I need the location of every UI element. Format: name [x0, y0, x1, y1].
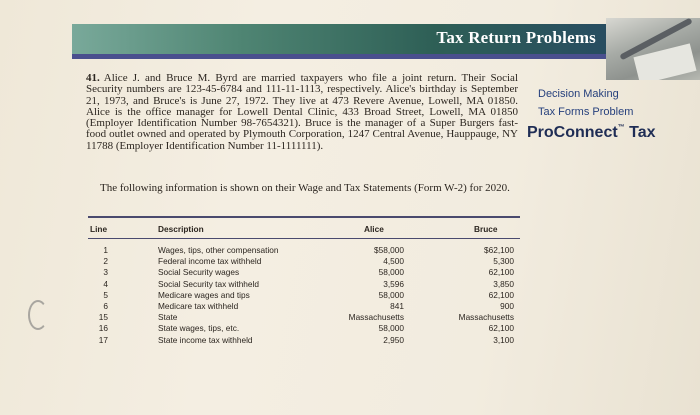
table-row: [88, 267, 520, 278]
row-line: 3: [103, 267, 108, 278]
row-description: State wages, tips, etc.: [158, 323, 240, 334]
table-header-rule: [88, 238, 520, 239]
row-line: 1: [103, 245, 108, 255]
trademark-mark: ™: [617, 124, 625, 131]
header-bruce: Bruce: [474, 224, 498, 234]
row-line: 2: [103, 256, 108, 267]
row-alice-value: 841: [390, 301, 404, 311]
row-line: 16: [98, 323, 108, 334]
problem-intro: The following information is shown on their Wage and Tax Statements (Form W-2) for 2020.: [100, 182, 510, 194]
sidebar-proconnect: [527, 124, 656, 142]
table-row: [88, 279, 520, 290]
row-alice-value: 58,000: [378, 323, 404, 334]
header-photo: [606, 18, 700, 80]
row-line: 6: [103, 301, 108, 311]
row-bruce-value: $62,100: [484, 245, 514, 255]
row-bruce-value: 62,100: [488, 267, 514, 278]
row-alice-value: 58,000: [378, 267, 404, 278]
row-description: State: [158, 312, 178, 323]
row-bruce-value: Massachusetts: [458, 312, 514, 323]
table-row: [88, 301, 520, 312]
sidebar-decision-making: Decision Making: [538, 88, 619, 100]
proconnect-name: ProConnect: [527, 124, 618, 141]
proconnect-suffix: Tax: [624, 124, 656, 141]
problem-number: 41.: [86, 72, 100, 84]
row-alice-value: Massachusetts: [348, 312, 404, 323]
row-description: State income tax withheld: [158, 334, 253, 345]
row-description: Wages, tips, other compensation: [158, 245, 279, 255]
row-line: 15: [98, 312, 108, 323]
table-row: [88, 256, 520, 267]
header-alice: Alice: [364, 224, 384, 234]
page-title: Tax Return Problems: [436, 28, 596, 47]
row-description: Social Security wages: [158, 267, 240, 278]
row-description: Social Security tax withheld: [158, 278, 259, 289]
row-bruce-value: 900: [500, 301, 514, 311]
problem-text: [86, 73, 518, 152]
row-bruce-value: 62,100: [488, 323, 514, 334]
row-bruce-value: 5,300: [493, 256, 514, 267]
row-alice-value: 2,950: [383, 334, 404, 345]
binder-hole: [28, 300, 48, 330]
row-line: 5: [103, 289, 108, 300]
sidebar-tax-forms: Tax Forms Problem: [538, 106, 634, 118]
row-line: 17: [98, 334, 108, 345]
row-description: Federal income tax withheld: [158, 256, 262, 267]
row-description: Medicare wages and tips: [158, 289, 250, 300]
problem-body: Alice J. and Bruce M. Byrd are married taxpayers who file a joint return. Their Social Security numbers are 123-45-6784 and 111-11-1113, respectively. Alice's birthday is September 21, 1973, and Bruce's is June 27, 1972. They live at 473 Revere Avenue, Lowell, MA 01850. Alice is the office manager for Lowell Dental Clinic, 433 Broad Street, Lowell, MA 01850 (Employer Identification Number 98-7654321). Bruce is the manager of a Super Burgers fast-food outlet owned and operated by Plymouth Corporation, 1247 Central Avenue, Hauppauge, NY 11788 (Employer Identification Number 11-1111111).: [86, 72, 518, 152]
table-row: [88, 323, 520, 334]
row-alice-value: 58,000: [378, 289, 404, 300]
header-banner: [72, 24, 630, 59]
table-row: [88, 335, 520, 346]
row-alice-value: $58,000: [374, 245, 404, 255]
table-top-rule: [88, 216, 520, 218]
row-bruce-value: 3,850: [493, 278, 514, 289]
row-description: Medicare tax withheld: [158, 301, 239, 311]
row-bruce-value: 3,100: [493, 334, 514, 345]
row-alice-value: 4,500: [383, 256, 404, 267]
header-description: Description: [158, 224, 204, 234]
table-row: [88, 312, 520, 323]
row-bruce-value: 62,100: [488, 289, 514, 300]
row-line: 4: [103, 278, 108, 289]
table-row: [88, 290, 520, 301]
table-row: [88, 245, 520, 256]
row-alice-value: 3,596: [383, 278, 404, 289]
header-line: Line: [90, 224, 108, 234]
